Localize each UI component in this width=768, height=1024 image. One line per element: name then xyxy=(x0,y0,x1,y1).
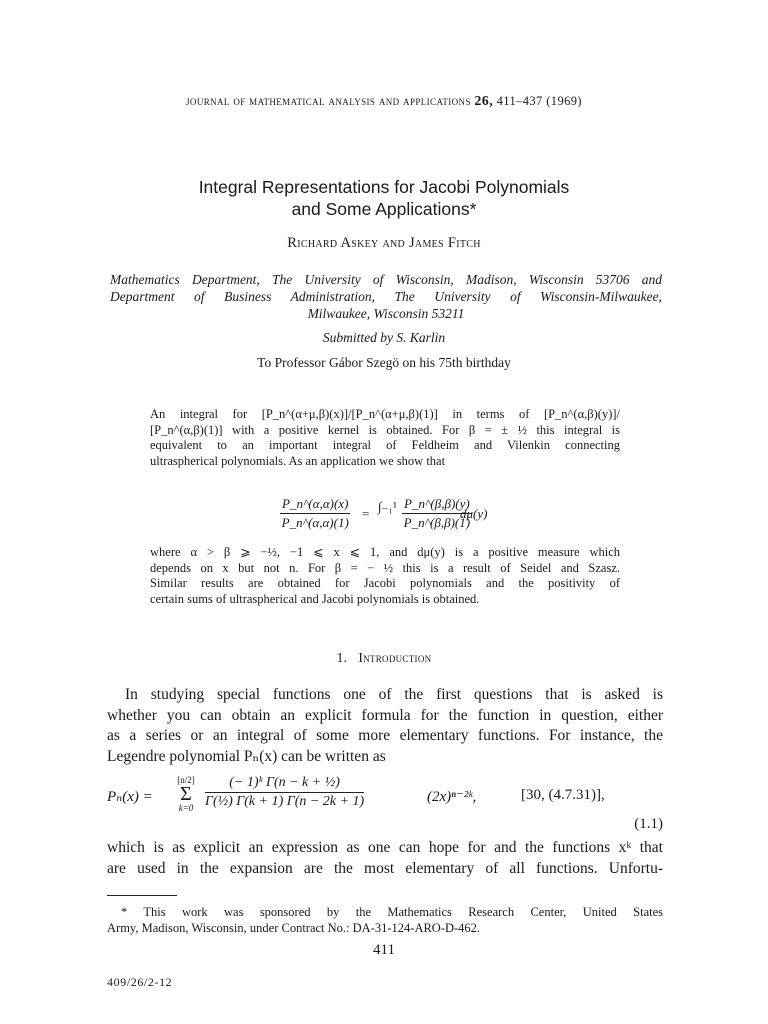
footnote xyxy=(107,904,663,936)
print-code: 409/26/2-12 xyxy=(107,975,173,989)
journal-volume: 26, xyxy=(474,94,494,109)
section-heading xyxy=(0,650,768,666)
body-line: In studying special functions one of the first questions that is asked is xyxy=(125,686,663,703)
lhs-denominator: P_n^(α,α)(1) xyxy=(281,515,349,530)
summation xyxy=(171,775,201,813)
page-number: 411 xyxy=(373,942,395,958)
sum-fraction xyxy=(205,775,364,810)
footnote-rule xyxy=(107,895,177,896)
abstract-line: Similar results are obtained for Jacobi polynomials and the positivity of xyxy=(150,576,620,591)
affiliation-line-1: Mathematics Department, The University of Wisconsin, Madison, Wisconsin 53706 and xyxy=(110,272,662,287)
integral-sign: ∫₋₁¹ xyxy=(378,499,397,514)
footnote-line: Army, Madison, Wisconsin, under Contract No.: DA-31-124-ARO-D-462. xyxy=(107,921,481,935)
abstract-line: where α > β ⩾ −½, −1 ⩽ x ⩽ 1, and dμ(y) is a positive measure which xyxy=(150,545,620,559)
equation-number: (1.1) xyxy=(634,816,663,832)
body-line: are used in the expansion are the most elementary of all functions. Unfortu- xyxy=(107,859,663,877)
affiliation-line-2: Department of Business Administration, The University of Wisconsin-Milwaukee, xyxy=(110,289,662,304)
abstract-line: depends on x but not n. For β = − ½ this is a result of Seidel and Szasz. xyxy=(150,560,620,575)
submitted-by: Submitted by S. Karlin xyxy=(322,330,446,345)
dedication: To Professor Gábor Szegö on his 75th birthday xyxy=(257,355,511,370)
rhs-denominator: P_n^(β,β)(1) xyxy=(403,515,471,530)
power-factor: (2x)ⁿ⁻²ᵏ, xyxy=(427,789,477,805)
section-title: Introduction xyxy=(358,650,432,665)
title-line-2: and Some Applications* xyxy=(291,199,477,219)
body-line: Legendre polynomial Pₙ(x) can be written as xyxy=(107,747,386,765)
sum-lower-limit: k=0 xyxy=(178,803,194,813)
journal-header xyxy=(0,94,768,110)
paper-title xyxy=(0,176,768,220)
footnote-line: * This work was sponsored by the Mathematics Research Center, United States xyxy=(121,905,663,919)
journal-pages-year: 411–437 (1969) xyxy=(496,94,582,108)
body-line: whether you can obtain an explicit formula for the function in question, either xyxy=(107,706,663,724)
abstract-line: [P_n^(α,β)(1)] with a positive kernel is obtained. For β = ± ½ this integral is xyxy=(150,422,620,437)
abstract-line: certain sums of ultraspherical and Jacobi polynomials is obtained. xyxy=(150,591,480,606)
affiliation-line-3: Milwaukee, Wisconsin 53211 xyxy=(307,306,465,321)
abstract-paragraph-1 xyxy=(150,407,620,469)
equation-reference: [30, (4.7.31)], xyxy=(521,787,605,803)
section-number: 1. xyxy=(336,650,348,665)
fraction-numerator: (− 1)ᵏ Γ(n − k + ½) xyxy=(205,775,364,793)
abstract-line: An integral for [P_n^(α+μ,β)(x)]/[P_n^(α+μ,β)(1)] in terms of [P_n^(α,β)(y)]/ xyxy=(150,407,620,421)
equation-1-1 xyxy=(107,775,663,820)
journal-name: journal of mathematical analysis and applications xyxy=(186,94,471,108)
body-line: as a series or an integral of some more elementary functions. For instance, the xyxy=(107,727,663,744)
lhs-numerator: P_n^(α,α)(x) xyxy=(280,496,350,514)
abstract-equation xyxy=(280,496,510,540)
body-paragraph-1 xyxy=(107,685,663,767)
equals-sign: = xyxy=(362,506,370,521)
sigma-symbol: Σ xyxy=(180,783,192,805)
lhs-fraction xyxy=(280,496,350,531)
abstract-paragraph-2 xyxy=(150,545,620,607)
body-line: which is as explicit an expression as one can hope for and the functions xᵏ that xyxy=(107,839,663,856)
abstract-line: equivalent to an important integral of Feldheim and Vilenkin connecting xyxy=(150,438,620,453)
title-line-1: Integral Representations for Jacobi Polynomials xyxy=(198,177,570,197)
measure: dμ(y) xyxy=(460,506,488,521)
affiliation xyxy=(110,271,662,322)
fraction-denominator: Γ(½) Γ(k + 1) Γ(n − 2k + 1) xyxy=(205,794,365,809)
abstract-line: ultraspherical polynomials. As an application we show that xyxy=(150,453,446,468)
equation-lhs: Pₙ(x) = xyxy=(107,789,153,805)
body-paragraph-2 xyxy=(107,838,663,879)
rhs-numerator: P_n^(β,β)(y) xyxy=(402,496,472,514)
authors: Richard Askey and James Fitch xyxy=(287,235,481,251)
sum-upper-limit: [n/2] xyxy=(177,775,195,785)
